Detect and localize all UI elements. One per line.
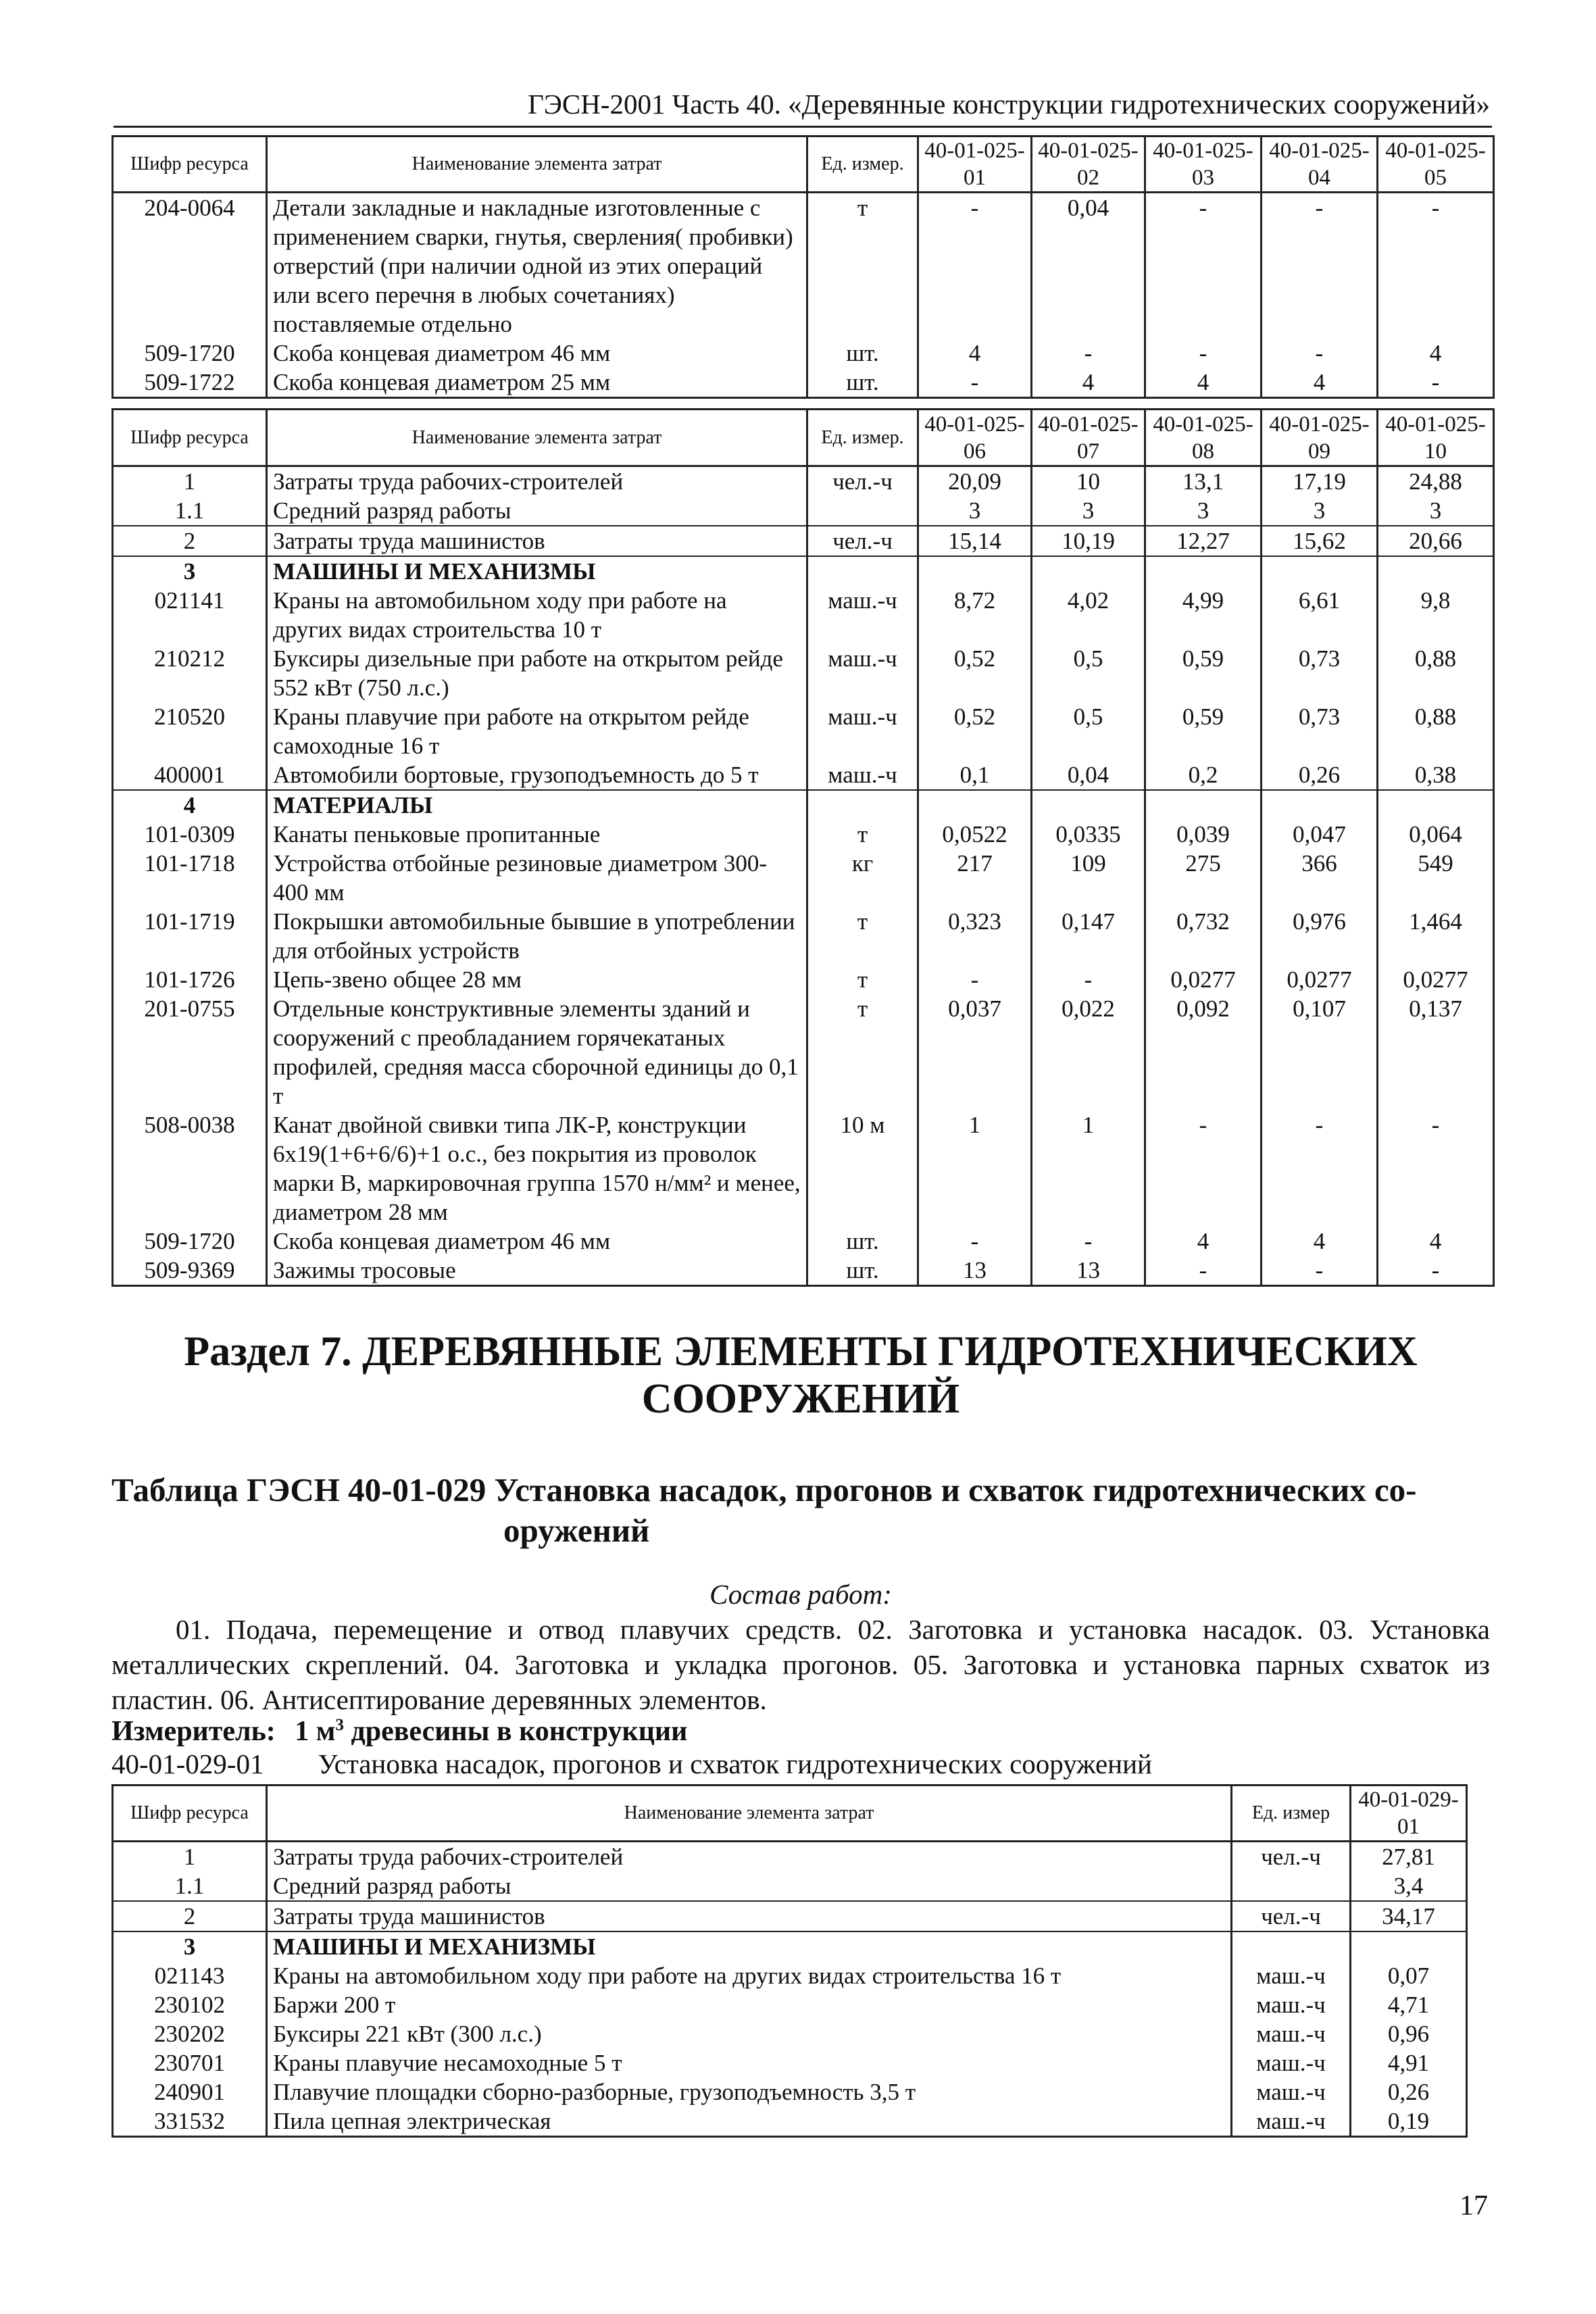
resource-code-cell: 101-1719 [113,907,267,965]
value-cell: 13 [918,1256,1032,1286]
value-cell: 13,1 [1145,466,1262,497]
unit-cell: маш.-ч [807,644,918,702]
value-cell: 4,71 [1351,1990,1467,2019]
resource-code-cell: 508-0038 [113,1110,267,1227]
value-cell: 0,092 [1145,994,1262,1110]
value-cell: 0,976 [1262,907,1378,965]
value-cell: 15,14 [918,526,1032,556]
value-cell [1145,556,1262,586]
unit-cell: шт. [807,1227,918,1256]
value-cell: 0,0277 [1145,965,1262,994]
value-cell: 15,62 [1262,526,1378,556]
column-header: Шифр ресурса [113,410,267,466]
value-cell: 0,96 [1351,2019,1467,2048]
resource-code-cell: 3 [113,556,267,586]
resource-name-cell: Буксиры дизельные при работе на открытом рейде 552 кВт (750 л.с.) [267,644,807,702]
value-cell: 0,59 [1145,644,1262,702]
value-cell [1032,556,1145,586]
measure-unit: 1 м [295,1716,336,1747]
value-cell: 0,07 [1351,1961,1467,1990]
column-header: Ед. измер. [807,410,918,466]
value-cell: 4 [1145,1227,1262,1256]
value-cell: - [918,368,1032,398]
resource-code-cell: 101-0309 [113,820,267,849]
value-cell: - [1262,193,1378,339]
value-cell: 0,52 [918,644,1032,702]
table-row [113,994,1494,1110]
unit-cell: т [807,994,918,1110]
unit-cell: чел.-ч [807,526,918,556]
resource-code-cell: 1 [113,1842,267,1872]
resource-table-3 [111,1784,1468,2138]
unit-cell: 10 м [807,1110,918,1227]
unit-cell: маш.-ч [1232,2107,1351,2137]
value-cell: 0,52 [918,702,1032,760]
value-cell: 0,0522 [918,820,1032,849]
value-cell: 0,1 [918,760,1032,790]
unit-cell: маш.-ч [1232,2019,1351,2048]
work-composition-text: 01. Подача, перемещение и отвод плавучих средств. 02. Заготовка и установка насадок. 03. Установка металлических скреплений. 04. Заготовка и укладка прогонов. 05. Заготовка и установка парных схваток из пластин. 06. Антисептирование деревянных элементов. [111,1614,1490,1715]
value-cell: 0,38 [1378,760,1494,790]
value-cell: 10 [1032,466,1145,497]
running-header: ГЭСН-2001 Часть 40. «Деревянные конструкции гидротехнических сооружений» [528,89,1490,120]
table-row [113,790,1494,820]
resource-code-cell: 1 [113,466,267,497]
value-cell: 12,27 [1145,526,1262,556]
value-cell: - [1032,965,1145,994]
unit-cell [807,790,918,820]
unit-cell [807,556,918,586]
value-cell: 3 [918,496,1032,526]
value-cell: 549 [1378,849,1494,907]
value-cell: 17,19 [1262,466,1378,497]
value-cell: 4,91 [1351,2048,1467,2077]
resource-name-cell: Краны на автомобильном ходу при работе на других видах строительства 16 т [267,1961,1232,1990]
value-cell: 3 [1262,496,1378,526]
unit-cell: чел.-ч [1232,1901,1351,1931]
table-title [111,1470,1490,1551]
value-cell: 0,04 [1032,193,1145,339]
value-cell: 4 [1262,368,1378,398]
table-title-line-1: Таблица ГЭСН 40-01-029 Установка насадок, прогонов и схваток гидротехнических со- [111,1471,1417,1508]
column-header: Наименование элемента затрат [267,1786,1232,1842]
measure-label: Измеритель: [111,1716,276,1747]
column-header: Ед. измер [1232,1786,1351,1842]
unit-cell: т [807,193,918,339]
value-cell: 0,5 [1032,702,1145,760]
value-cell: 1 [918,1110,1032,1227]
table-row [113,586,1494,644]
table-row [113,702,1494,760]
resource-code-cell: 3 [113,1931,267,1961]
unit-cell: маш.-ч [1232,1990,1351,2019]
table-row [113,556,1494,586]
resource-code-cell: 021143 [113,1961,267,1990]
value-cell: 0,064 [1378,820,1494,849]
value-cell: - [1378,1110,1494,1227]
unit-cell: т [807,820,918,849]
unit-cell [807,496,918,526]
column-header: 40-01-025-06 [918,410,1032,466]
resource-name-cell: Затраты труда рабочих-строителей [267,1842,1232,1872]
section-title-line-2: СООРУЖЕНИЙ [641,1376,960,1422]
unit-cell: шт. [807,1256,918,1286]
value-cell: 0,147 [1032,907,1145,965]
norm-title: Установка насадок, прогонов и схваток гидротехнических сооружений [318,1748,1152,1779]
resource-name-cell: Покрышки автомобильные бывшие в употреблении для отбойных устройств [267,907,807,965]
value-cell: 6,61 [1262,586,1378,644]
value-cell: 0,2 [1145,760,1262,790]
resource-code-cell: 2 [113,526,267,556]
table-row [113,760,1494,790]
resource-code-cell: 101-1718 [113,849,267,907]
resource-name-cell: Плавучие площадки сборно-разборные, грузоподъемность 3,5 т [267,2077,1232,2107]
value-cell: - [918,965,1032,994]
unit-cell: шт. [807,368,918,398]
value-cell: - [918,1227,1032,1256]
column-header: Ед. измер. [807,137,918,193]
resource-name-cell: Цепь-звено общее 28 мм [267,965,807,994]
unit-cell: маш.-ч [807,702,918,760]
table-row [113,496,1494,526]
unit-cell: чел.-ч [807,466,918,497]
measure-description: древесины в конструкции [344,1716,688,1747]
value-cell [1262,556,1378,586]
unit-cell: т [807,965,918,994]
value-cell: 109 [1032,849,1145,907]
resource-name-cell: Отдельные конструктивные элементы зданий и сооружений с преобладанием горячекатаных профилей, средняя масса сборочной единицы до 0,1 т [267,994,807,1110]
value-cell: 0,022 [1032,994,1145,1110]
resource-table-1 [111,135,1495,399]
resource-code-cell: 1.1 [113,1871,267,1901]
section-title-line-1: Раздел 7. ДЕРЕВЯННЫЕ ЭЛЕМЕНТЫ ГИДРОТЕХНИЧЕСКИХ [184,1329,1418,1375]
column-header: 40-01-025-07 [1032,410,1145,466]
value-cell: 4 [1145,368,1262,398]
value-cell: 0,0277 [1262,965,1378,994]
value-cell: 0,73 [1262,702,1378,760]
value-cell: - [1145,339,1262,368]
resource-name-cell: Пила цепная электрическая [267,2107,1232,2137]
unit-cell [1232,1931,1351,1961]
table-row [113,849,1494,907]
table-row [113,1931,1467,1961]
resource-code-cell: 240901 [113,2077,267,2107]
value-cell: 0,039 [1145,820,1262,849]
unit-cell: шт. [807,339,918,368]
page-number: 17 [1460,2190,1488,2221]
value-cell: 4 [1378,339,1494,368]
unit-cell: маш.-ч [807,760,918,790]
value-cell: 3 [1378,496,1494,526]
resource-code-cell: 2 [113,1901,267,1931]
value-cell: 20,09 [918,466,1032,497]
value-cell: 0,59 [1145,702,1262,760]
unit-cell: маш.-ч [1232,2048,1351,2077]
column-header: 40-01-025-10 [1378,410,1494,466]
value-cell: - [1378,193,1494,339]
unit-cell: маш.-ч [807,586,918,644]
unit-cell: маш.-ч [1232,2077,1351,2107]
table-row [113,1901,1467,1931]
table-row [113,1842,1467,1872]
value-cell [1351,1931,1467,1961]
resource-name-cell: Краны плавучие при работе на открытом рейде самоходные 16 т [267,702,807,760]
value-cell [1378,790,1494,820]
value-cell: 217 [918,849,1032,907]
value-cell [918,556,1032,586]
value-cell: - [1145,193,1262,339]
resource-name-cell: Буксиры 221 кВт (300 л.с.) [267,2019,1232,2048]
value-cell: 1 [1032,1110,1145,1227]
value-cell: 0,137 [1378,994,1494,1110]
value-cell: 34,17 [1351,1901,1467,1931]
table-row [113,644,1494,702]
norm-code: 40-01-029-01 [111,1748,264,1779]
column-header: 40-01-025-01 [918,137,1032,193]
value-cell: 24,88 [1378,466,1494,497]
value-cell: 4,02 [1032,586,1145,644]
resource-code-cell: 509-1720 [113,1227,267,1256]
value-cell [1378,556,1494,586]
table-row [113,2019,1467,2048]
resource-code-cell: 101-1726 [113,965,267,994]
table-row [113,526,1494,556]
resource-name-cell: Краны на автомобильном ходу при работе на других видах строительства 10 т [267,586,807,644]
value-cell: 3 [1032,496,1145,526]
value-cell: 0,19 [1351,2107,1467,2137]
resource-name-cell: Устройства отбойные резиновые диаметром 300-400 мм [267,849,807,907]
resource-name-cell: Средний разряд работы [267,1871,1232,1901]
value-cell: 8,72 [918,586,1032,644]
value-cell: 0,0277 [1378,965,1494,994]
value-cell: 0,107 [1262,994,1378,1110]
resource-name-cell: Затраты труда рабочих-строителей [267,466,807,497]
column-header: 40-01-025-02 [1032,137,1145,193]
table-row [113,820,1494,849]
column-header: 40-01-025-04 [1262,137,1378,193]
resource-code-cell: 230202 [113,2019,267,2048]
value-cell [1262,790,1378,820]
value-cell: 0,04 [1032,760,1145,790]
resource-code-cell: 4 [113,790,267,820]
resource-code-cell: 509-1720 [113,339,267,368]
resource-name-cell: Автомобили бортовые, грузоподъемность до 5 т [267,760,807,790]
value-cell: - [1262,1110,1378,1227]
value-cell: 10,19 [1032,526,1145,556]
table-row [113,1227,1494,1256]
resource-name-cell: Скоба концевая диаметром 25 мм [267,368,807,398]
resource-code-cell: 021141 [113,586,267,644]
column-header: Наименование элемента затрат [267,410,807,466]
table-row [113,1961,1467,1990]
resource-name-cell: Канаты пеньковые пропитанные [267,820,807,849]
value-cell [1145,790,1262,820]
table-row [113,193,1494,339]
value-cell [1032,790,1145,820]
value-cell: 0,26 [1351,2077,1467,2107]
table-row [113,1110,1494,1227]
table-row [113,466,1494,497]
resource-name-cell: МАТЕРИАЛЫ [267,790,807,820]
table-row [113,965,1494,994]
value-cell: 4 [1378,1227,1494,1256]
resource-code-cell: 210212 [113,644,267,702]
column-header: 40-01-025-09 [1262,410,1378,466]
value-cell: 0,323 [918,907,1032,965]
measure-unit-exponent: 3 [335,1716,344,1734]
table-row [113,1990,1467,2019]
column-header: Наименование элемента затрат [267,137,807,193]
value-cell: - [1378,1256,1494,1286]
column-header: Шифр ресурса [113,137,267,193]
resource-code-cell: 331532 [113,2107,267,2137]
unit-cell: кг [807,849,918,907]
unit-cell [1232,1871,1351,1901]
table-row [113,368,1494,398]
unit-cell: т [807,907,918,965]
value-cell: - [1262,1256,1378,1286]
value-cell: 0,5 [1032,644,1145,702]
resource-table-2 [111,408,1495,1287]
value-cell: 0,88 [1378,702,1494,760]
value-cell: - [1032,1227,1145,1256]
value-cell: 0,26 [1262,760,1378,790]
value-cell: 0,037 [918,994,1032,1110]
value-cell: 0,047 [1262,820,1378,849]
header-rule [114,126,1492,128]
value-cell: 275 [1145,849,1262,907]
value-cell: 0,0335 [1032,820,1145,849]
value-cell: 3,4 [1351,1871,1467,1901]
resource-code-cell: 400001 [113,760,267,790]
resource-name-cell: МАШИНЫ И МЕХАНИЗМЫ [267,556,807,586]
resource-name-cell: Баржи 200 т [267,1990,1232,2019]
value-cell: 0,732 [1145,907,1262,965]
value-cell: 13 [1032,1256,1145,1286]
value-cell: 9,8 [1378,586,1494,644]
value-cell: - [1145,1256,1262,1286]
table-row [113,2077,1467,2107]
value-cell: 4 [1032,368,1145,398]
resource-code-cell: 509-9369 [113,1256,267,1286]
value-cell: 1,464 [1378,907,1494,965]
resource-name-cell: Скоба концевая диаметром 46 мм [267,339,807,368]
value-cell: - [1032,339,1145,368]
resource-code-cell: 509-1722 [113,368,267,398]
value-cell: - [1145,1110,1262,1227]
table-row [113,2048,1467,2077]
value-cell: 366 [1262,849,1378,907]
column-header: 40-01-025-03 [1145,137,1262,193]
section-title [111,1328,1490,1423]
column-header: Шифр ресурса [113,1786,267,1842]
resource-name-cell: Зажимы тросовые [267,1256,807,1286]
value-cell [918,790,1032,820]
measure-line [111,1715,687,1748]
value-cell: - [1262,339,1378,368]
table-row [113,907,1494,965]
resource-name-cell: Затраты труда машинистов [267,1901,1232,1931]
resource-name-cell: Скоба концевая диаметром 46 мм [267,1227,807,1256]
table-row [113,339,1494,368]
table-row [113,2107,1467,2137]
norm-line [111,1748,1152,1780]
value-cell: 4 [1262,1227,1378,1256]
value-cell: 0,88 [1378,644,1494,702]
value-cell: 4 [918,339,1032,368]
resource-code-cell: 230701 [113,2048,267,2077]
resource-code-cell: 204-0064 [113,193,267,339]
value-cell: - [1378,368,1494,398]
column-header: 40-01-029-01 [1351,1786,1467,1842]
unit-cell: маш.-ч [1232,1961,1351,1990]
value-cell: - [918,193,1032,339]
resource-code-cell: 230102 [113,1990,267,2019]
column-header: 40-01-025-08 [1145,410,1262,466]
unit-cell: чел.-ч [1232,1842,1351,1872]
resource-code-cell: 210520 [113,702,267,760]
table-row [113,1871,1467,1901]
resource-code-cell: 1.1 [113,496,267,526]
table-title-line-2: оружений [503,1512,650,1549]
work-composition-label: Состав работ: [709,1579,892,1610]
value-cell: 0,73 [1262,644,1378,702]
resource-name-cell: Канат двойной свивки типа ЛК-Р, конструкции 6х19(1+6+6/6)+1 о.с., без покрытия из проволок марки В, маркировочная группа 1570 н/мм² и менее, диаметром 28 мм [267,1110,807,1227]
resource-name-cell: Средний разряд работы [267,496,807,526]
value-cell: 20,66 [1378,526,1494,556]
resource-code-cell: 201-0755 [113,994,267,1110]
table-row [113,1256,1494,1286]
resource-name-cell: МАШИНЫ И МЕХАНИЗМЫ [267,1931,1232,1961]
value-cell: 4,99 [1145,586,1262,644]
resource-name-cell: Детали закладные и накладные изготовленные с применением сварки, гнутья, сверления( пробивки) отверстий (при наличии одной из этих операций или всего перечня в любых сочетаниях) поставляемые отдельно [267,193,807,339]
value-cell: 3 [1145,496,1262,526]
resource-name-cell: Затраты труда машинистов [267,526,807,556]
value-cell: 27,81 [1351,1842,1467,1872]
resource-name-cell: Краны плавучие несамоходные 5 т [267,2048,1232,2077]
column-header: 40-01-025-05 [1378,137,1494,193]
